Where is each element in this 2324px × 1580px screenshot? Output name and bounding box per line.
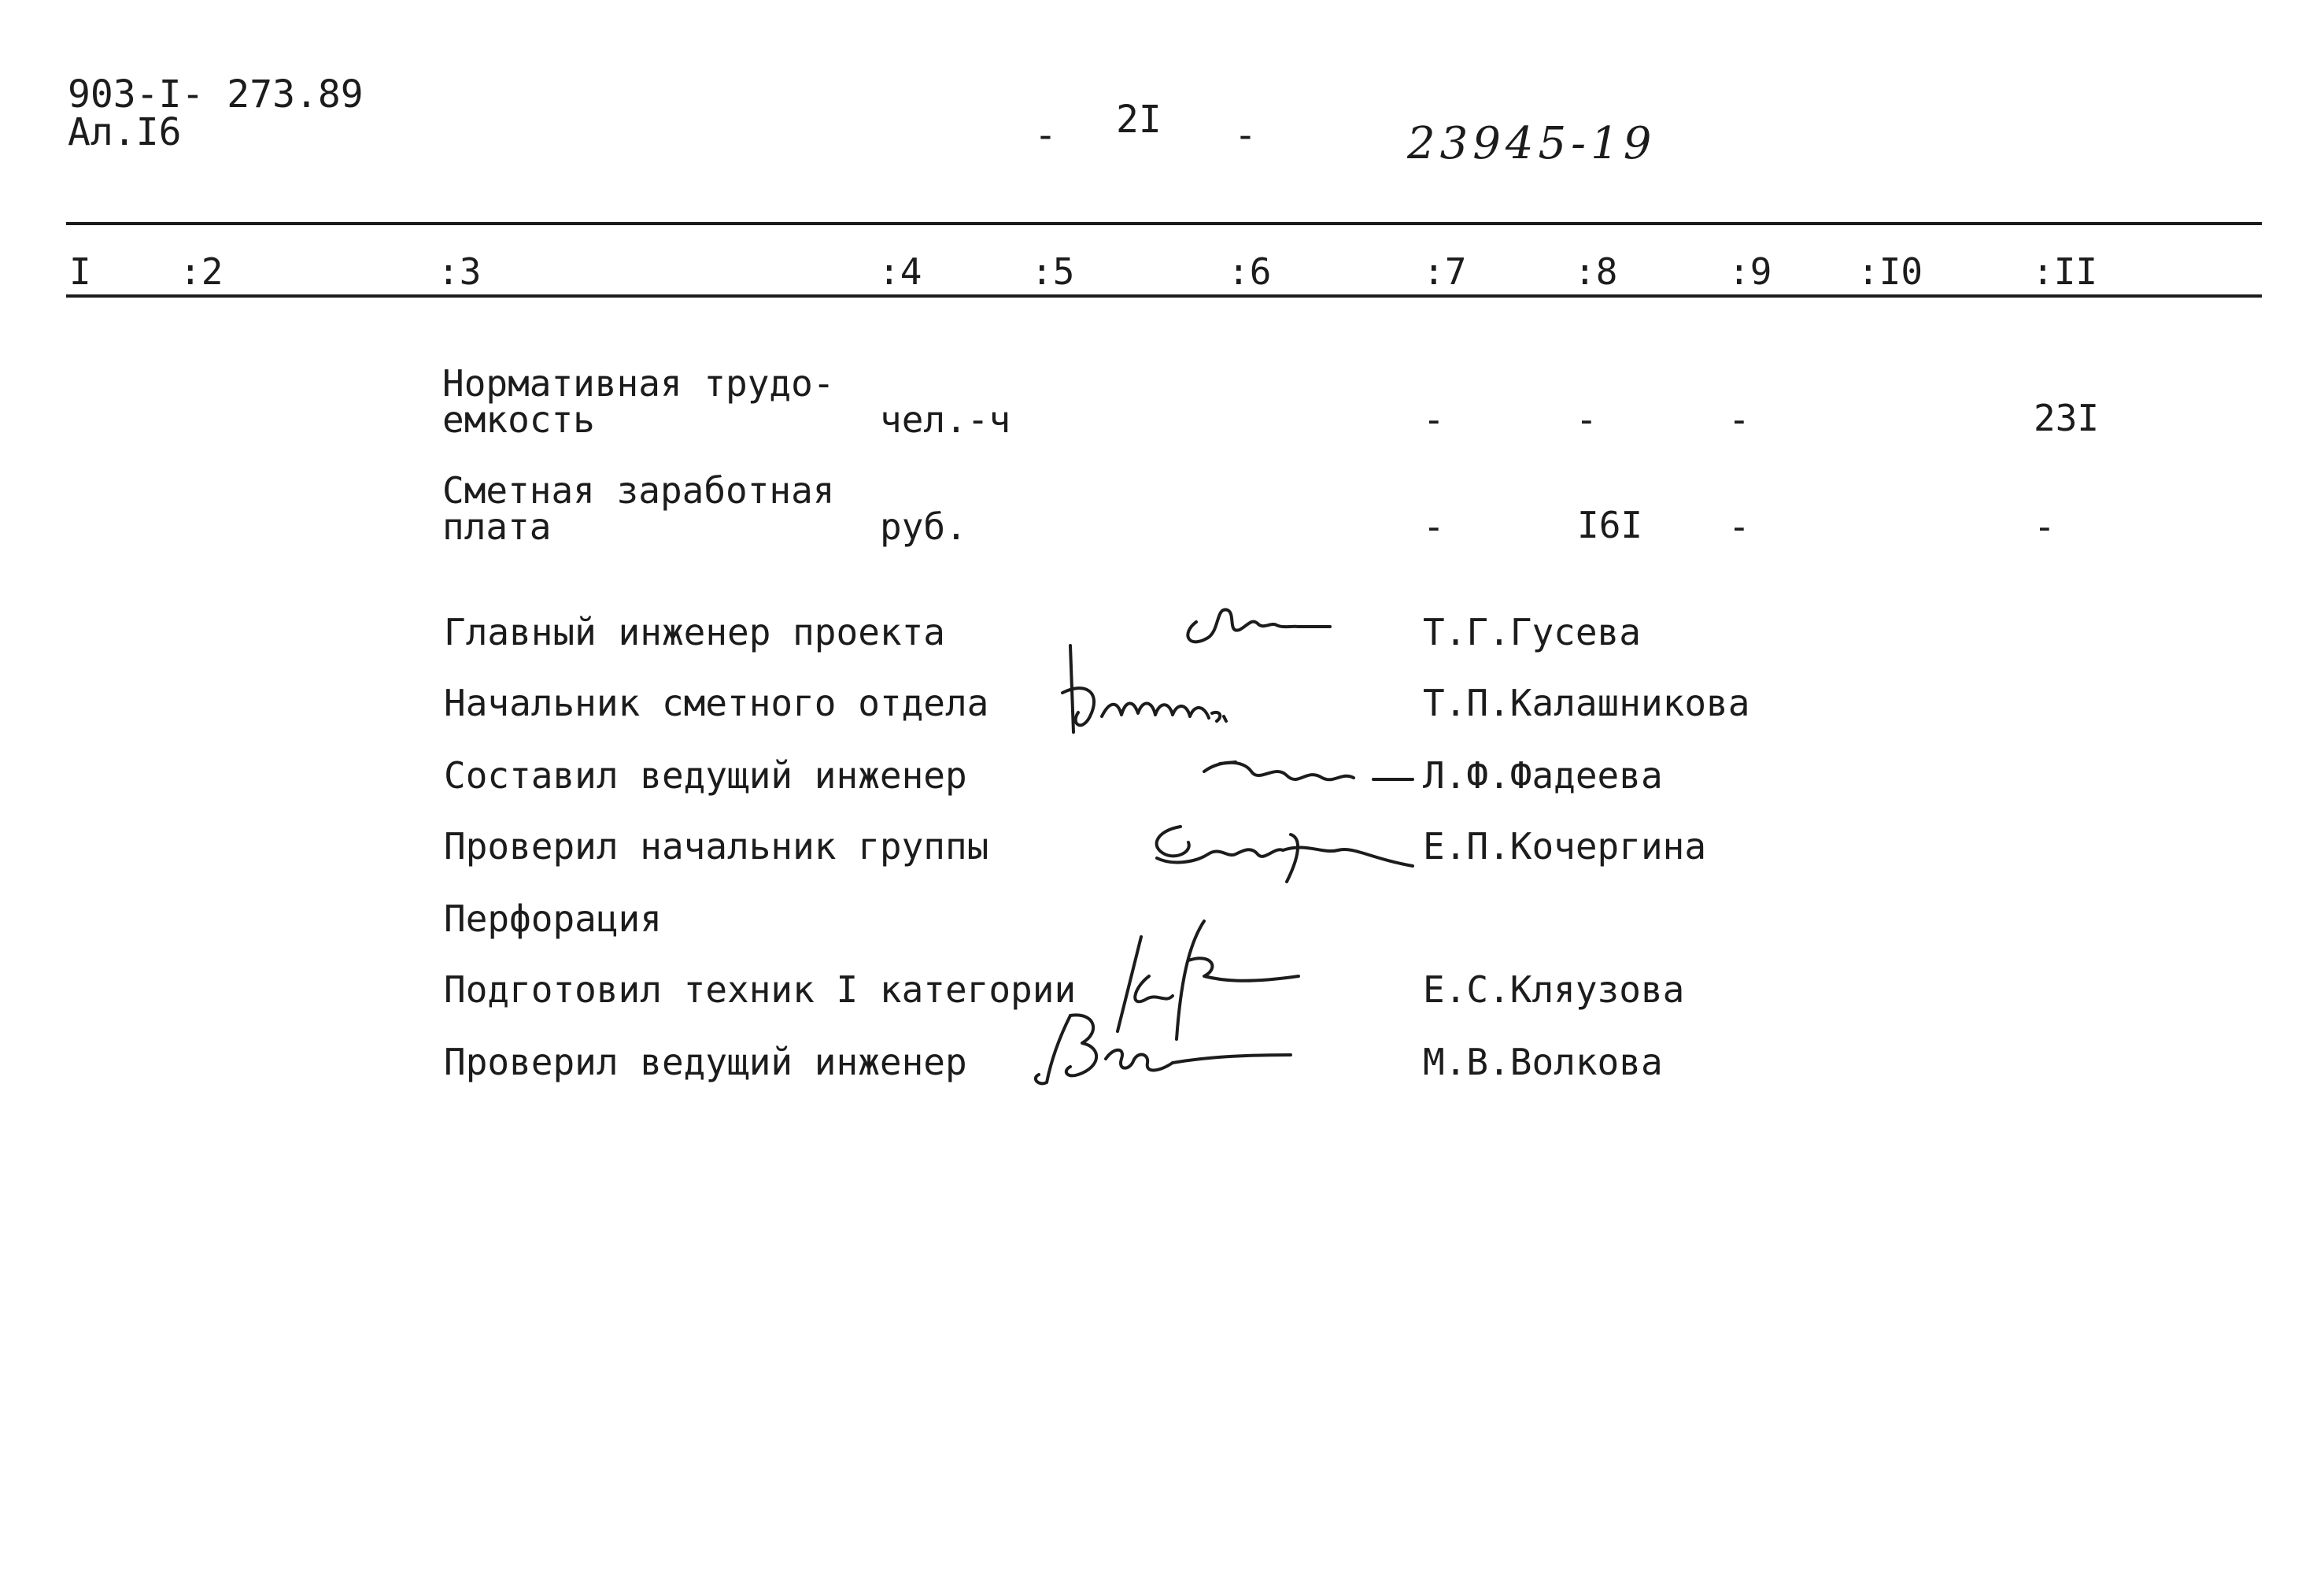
column-number-8: :8 (1574, 250, 1618, 293)
signature-role-technician: Подготовил техник I категории (444, 968, 1077, 1011)
column-number-4: :4 (878, 250, 922, 293)
column-number-7: :7 (1423, 250, 1467, 293)
signature-kochergina-icon (1133, 811, 1424, 905)
sheet-label: Ал.I6 (68, 110, 182, 154)
signatory-name-fadeeva: Л.Ф.Фадеева (1423, 754, 1663, 797)
inventory-number: 23945-19 (1407, 118, 1657, 169)
column-number-9: :9 (1728, 250, 1772, 293)
row-labour-col9: - (1728, 398, 1750, 441)
column-number-6: :6 (1228, 250, 1272, 293)
signature-fadeeva-icon (1188, 748, 1417, 803)
row-wages-col11: - (2034, 505, 2056, 548)
row-labour-unit: чел.-ч (880, 398, 1011, 441)
row-wages-col9: - (1728, 505, 1750, 548)
signatory-name-guseva: Т.Г.Гусева (1423, 611, 1641, 653)
signature-role-lead-engineer-check: Проверил ведущий инженер (444, 1041, 967, 1083)
row-labour-col8: - (1576, 398, 1598, 441)
column-number-1: I (69, 250, 91, 293)
signatory-name-volkova: М.В.Волкова (1423, 1041, 1663, 1083)
column-number-5: :5 (1031, 250, 1075, 293)
row-wages-col8: I6I (1577, 504, 1643, 546)
header-rule-top (66, 222, 2262, 225)
signature-volkova-icon (1015, 1000, 1299, 1094)
signatory-name-kochergina: Е.П.Кочергина (1423, 825, 1707, 868)
signature-role-chief-engineer: Главный инженер проекта (444, 611, 945, 653)
signature-role-estimate-head: Начальник сметного отдела (444, 682, 989, 724)
header-rule-bottom (66, 294, 2262, 298)
signature-role-group-head: Проверил начальник группы (444, 825, 989, 868)
signature-role-perforation: Перфорация (444, 897, 662, 940)
page-number-dash-right: - (1234, 113, 1257, 157)
page-number: 2I (1116, 98, 1162, 142)
row-labour-col11: 23I (2034, 397, 2100, 439)
row-wages-name-line2: плата (442, 505, 552, 548)
signatory-name-klyauzova: Е.С.Кляузова (1423, 968, 1685, 1011)
row-wages-unit: руб. (880, 505, 967, 548)
row-labour-name-line2: емкость (442, 398, 595, 441)
row-wages-name-line1: Сметная заработная (442, 469, 835, 512)
column-number-3: :3 (438, 250, 482, 293)
row-labour-name-line1: Нормативная трудо- (442, 362, 835, 405)
column-number-11: :II (2032, 250, 2098, 293)
column-number-2: :2 (179, 250, 224, 293)
row-wages-col7: - (1423, 505, 1445, 548)
document-code: 903-I- 273.89 (68, 72, 364, 117)
row-labour-col7: - (1423, 398, 1445, 441)
signature-role-compiled-by: Составил ведущий инженер (444, 754, 967, 797)
page-number-dash-left: - (1034, 113, 1057, 157)
column-number-10: :I0 (1857, 250, 1923, 293)
signatory-name-kalashnikova: Т.П.Калашникова (1423, 682, 1750, 724)
